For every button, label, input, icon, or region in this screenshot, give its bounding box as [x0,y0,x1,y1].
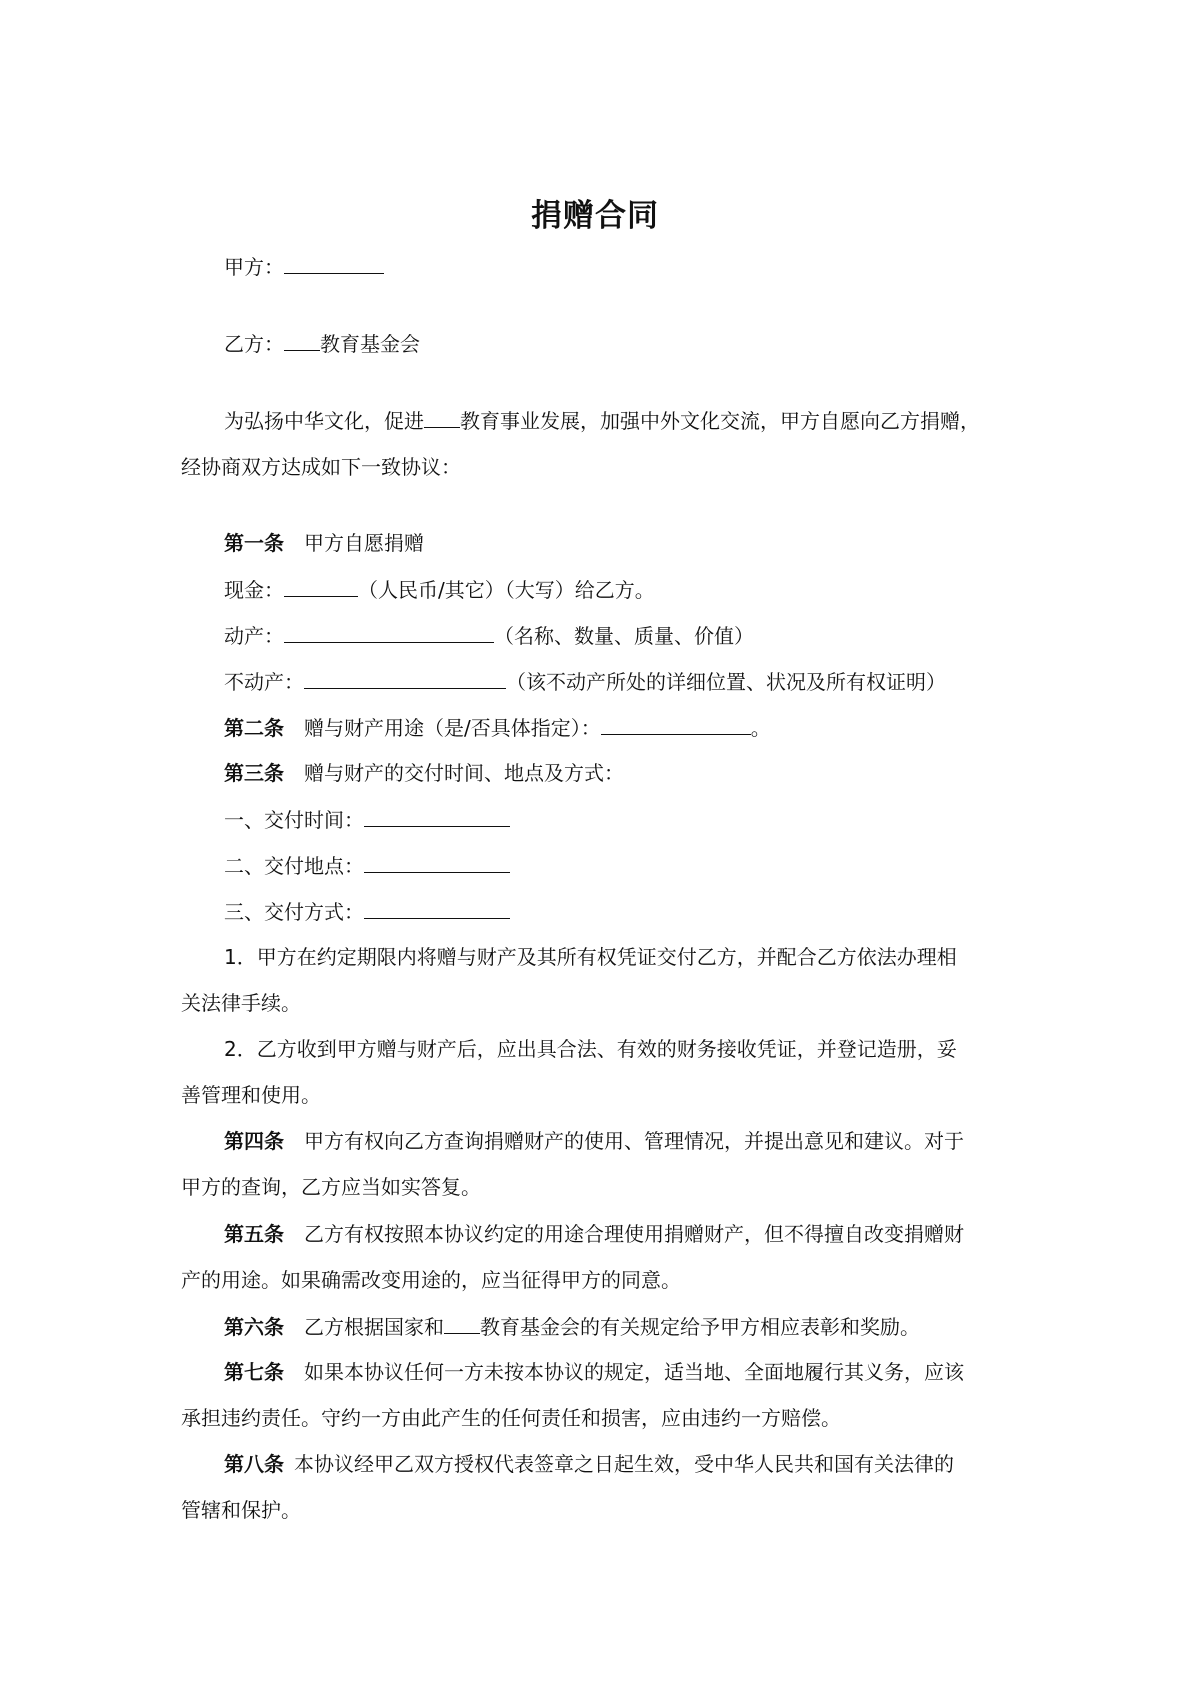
article-8-line-2: 管辖和保护。 [181,1498,301,1522]
article-7-line-2: 承担违约责任。守约一方由此产生的任何责任和损害，应由违约一方赔偿。 [181,1406,841,1430]
article-3-label: 第三条 [224,761,284,785]
party-b-line: 乙方： 教育基金会 [224,332,420,356]
article-8-line-1: 第八条 本协议经甲乙双方授权代表签章之日起生效，受中华人民共和国有关法律的 [224,1452,954,1476]
real-estate-blank[interactable] [304,668,506,689]
article-5-line-1: 第五条 乙方有权按照本协议约定的用途合理使用捐赠财产，但不得擅自改变捐赠财 [224,1222,964,1246]
movable-property-line: 动产： （名称、数量、质量、价值） [224,624,754,648]
article-4-label: 第四条 [224,1129,284,1153]
intro-line-1: 为弘扬中华文化，促进 教育事业发展，加强中外文化交流，甲方自愿向乙方捐赠， [224,409,980,433]
article-6-line: 第六条 乙方根据国家和 教育基金会的有关规定给予甲方相应表彰和奖励。 [224,1315,920,1339]
item-2-line-1: 2．乙方收到甲方赠与财产后，应出具合法、有效的财务接收凭证，并登记造册，妥 [224,1037,957,1061]
usage-blank[interactable] [601,714,751,735]
article-7-line-1: 第七条 如果本协议任何一方未按本协议的规定，适当地、全面地履行其义务，应该 [224,1360,964,1384]
item-2-line-2: 善管理和使用。 [181,1083,321,1107]
article-1-label: 第一条 [224,531,284,555]
delivery-method-line: 三、交付方式： [224,898,510,925]
delivery-place-blank[interactable] [364,852,510,873]
article-4-line-2: 甲方的查询，乙方应当如实答复。 [181,1175,481,1199]
delivery-method-blank[interactable] [364,898,510,919]
delivery-place-line: 二、交付地点： [224,852,510,879]
article-2-line: 第二条 赠与财产用途（是/否具体指定）： 。 [224,716,771,740]
intro-line-2: 经协商双方达成如下一致协议： [181,455,461,479]
article-3-line: 第三条 赠与财产的交付时间、地点及方式： [224,761,624,785]
cash-blank[interactable] [284,576,358,597]
party-a-blank[interactable] [284,253,384,274]
article-5-line-2: 产的用途。如果确需改变用途的，应当征得甲方的同意。 [181,1268,681,1292]
cash-line: 现金： （人民币/其它）（大写）给乙方。 [224,578,655,602]
article-7-label: 第七条 [224,1360,284,1384]
foundation-blank[interactable] [444,1313,480,1334]
intro-blank[interactable] [424,407,460,428]
real-estate-line: 不动产： （该不动产所处的详细位置、状况及所有权证明） [224,670,946,694]
item-1-line-2: 关法律手续。 [181,991,301,1015]
document-title: 捐赠合同 [531,198,659,234]
party-b-blank[interactable] [284,330,320,351]
article-5-label: 第五条 [224,1222,284,1246]
party-a-line: 甲方： [224,253,384,280]
article-4-line-1: 第四条 甲方有权向乙方查询捐赠财产的使用、管理情况，并提出意见和建议。对于 [224,1129,964,1153]
delivery-time-line: 一、交付时间： [224,806,510,833]
article-1-line: 第一条 甲方自愿捐赠 [224,531,424,555]
article-2-label: 第二条 [224,716,284,740]
item-1-line-1: 1．甲方在约定期限内将赠与财产及其所有权凭证交付乙方，并配合乙方依法办理相 [224,945,957,969]
movable-blank[interactable] [284,622,494,643]
delivery-time-blank[interactable] [364,806,510,827]
article-8-label: 第八条 [224,1452,284,1476]
article-6-label: 第六条 [224,1315,284,1339]
